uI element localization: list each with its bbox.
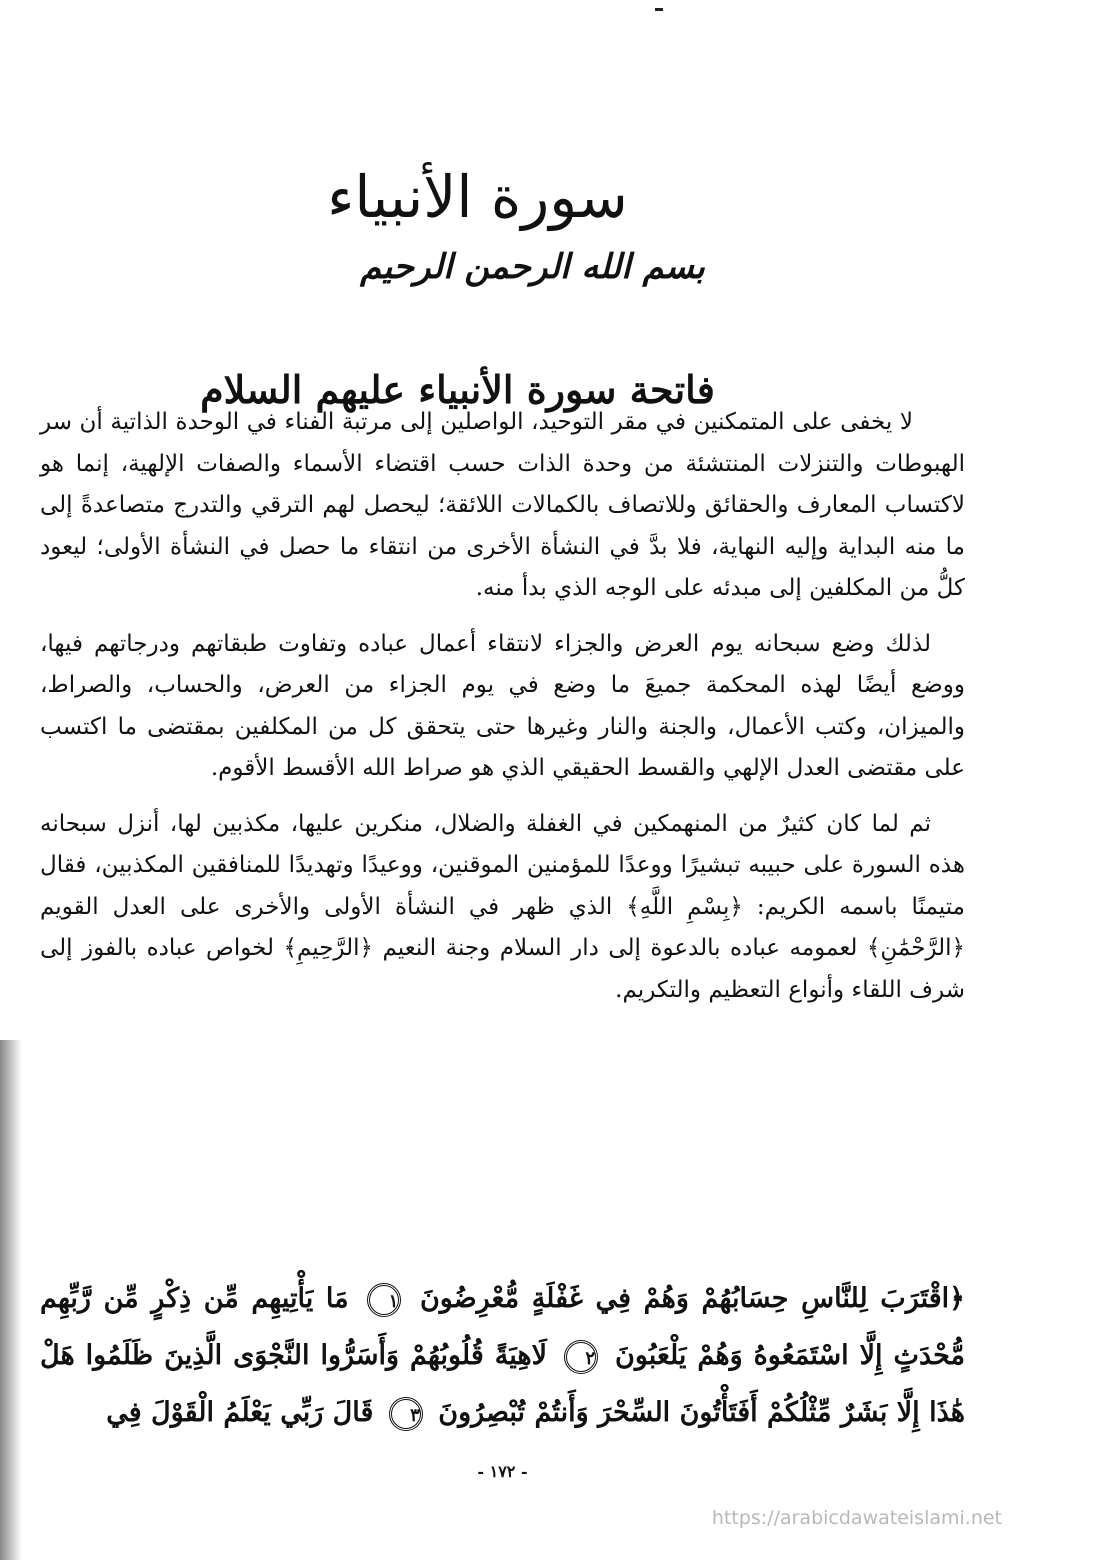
commentary-text — [40, 402, 965, 1025]
book-page — [40, 0, 965, 1560]
ayah-number-marker: ٢ — [564, 1340, 598, 1374]
paragraph-1: لا يخفى على المتمكنين في مقر التوحيد، الواصلين إلى مرتبة الفناء في الوحدة الذاتية أن سر الهبوطات والتنزلات المنتشئة من وحدة الذات حسب اقتضاء الأسماء والصفات الإلهية، إنما هو لاكتساب المعارف والحقائق وللاتصاف بالكمالات اللائقة؛ ليحصل لهم الترقي والتدرج متصاعدةً إلى ما منه البداية وإليه النهاية، فلا بدَّ في النشأة الأخرى من انتقاء ما حصل في النشأة الأولى؛ ليعود كلُّ من المكلفين إلى مبدئه على الوجه الذي بدأ منه. — [40, 409, 965, 601]
ayah-number-marker: ١ — [367, 1283, 401, 1317]
intro-heading: فاتحة سورة الأنبياء عليهم السلام — [200, 366, 715, 412]
ayah-3: لَاهِيَةً قُلُوبُهُمْ وَأَسَرُّوا النَّجْوَى الَّذِينَ ظَلَمُوا هَلْ هَٰذَا إِلَّا بَشَرٌ مِّثْلُكُمْ أَفَتَأْتُونَ السِّحْرَ وَأَنتُمْ تُبْصِرُونَ — [40, 1340, 965, 1428]
ayah-number-marker: ٣ — [389, 1397, 423, 1431]
basmala: بسم الله الرحمن الرحيم — [360, 247, 705, 287]
quran-verses — [40, 1270, 965, 1441]
scan-edge-shadow — [0, 1040, 22, 1560]
paragraph-2: لذلك وضع سبحانه يوم العرض والجزاء لانتقاء أعمال عباده وتفاوت طبقاتهم ودرجاتهم فيها، ووضع أيضًا لهذه المحكمة جميعَ ما وضع في يوم الجزاء من العرض، والحساب، والصراط، والميزان، وكتب الأعمال، والجنة والنار وغيرها حتى يتحقق كل من المكلفين بمقتضى ما اكتسب على مقتضى العدل الإلهي والقسط الحقيقي الذي هو صراط الله الأقسط الأقوم. — [40, 630, 965, 781]
surah-title: سورة الأنبياء — [327, 162, 628, 231]
ayah-4-start: قَالَ رَبِّي يَعْلَمُ الْقَوْلَ فِي — [106, 1397, 374, 1428]
ayah-1: ﴿اقْتَرَبَ لِلنَّاسِ حِسَابُهُمْ وَهُمْ فِي غَفْلَةٍ مُّعْرِضُونَ — [419, 1283, 965, 1314]
paragraph-3: ثم لما كان كثيرٌ من المنهمكين في الغفلة والضلال، منكرين عليها، مكذبين لها، أنزل سبحانه هذه السورة على حبيبه تبشيرًا ووعدًا للمؤمنين الموقنين، ووعيدًا وتهديدًا للمنافقين المكذبين، فقال متيمنًا باسمه الكريم: ﴿بِسْمِ اللَّهِ﴾ الذي ظهر في النشأة الأولى والأخرى على العدل القويم ﴿الرَّحْمَٰنِ﴾ لعمومه عباده بالدعوة إلى دار السلام وجنة النعيم ﴿الرَّحِيمِ﴾ لخواص عباده بالفوز إلى شرف اللقاء وأنواع التعظيم والتكريم. — [40, 810, 965, 1003]
ayah-2: مَا يَأْتِيهِم مِّن ذِكْرٍ مِّن رَّبِّهِم مُّحْدَثٍ إِلَّا اسْتَمَعُوهُ وَهُمْ يَلْعَبُونَ — [40, 1283, 966, 1371]
source-watermark: https://arabicdawateislami.net — [711, 1507, 1002, 1529]
page-number: - ١٧٢ - — [477, 1462, 528, 1481]
